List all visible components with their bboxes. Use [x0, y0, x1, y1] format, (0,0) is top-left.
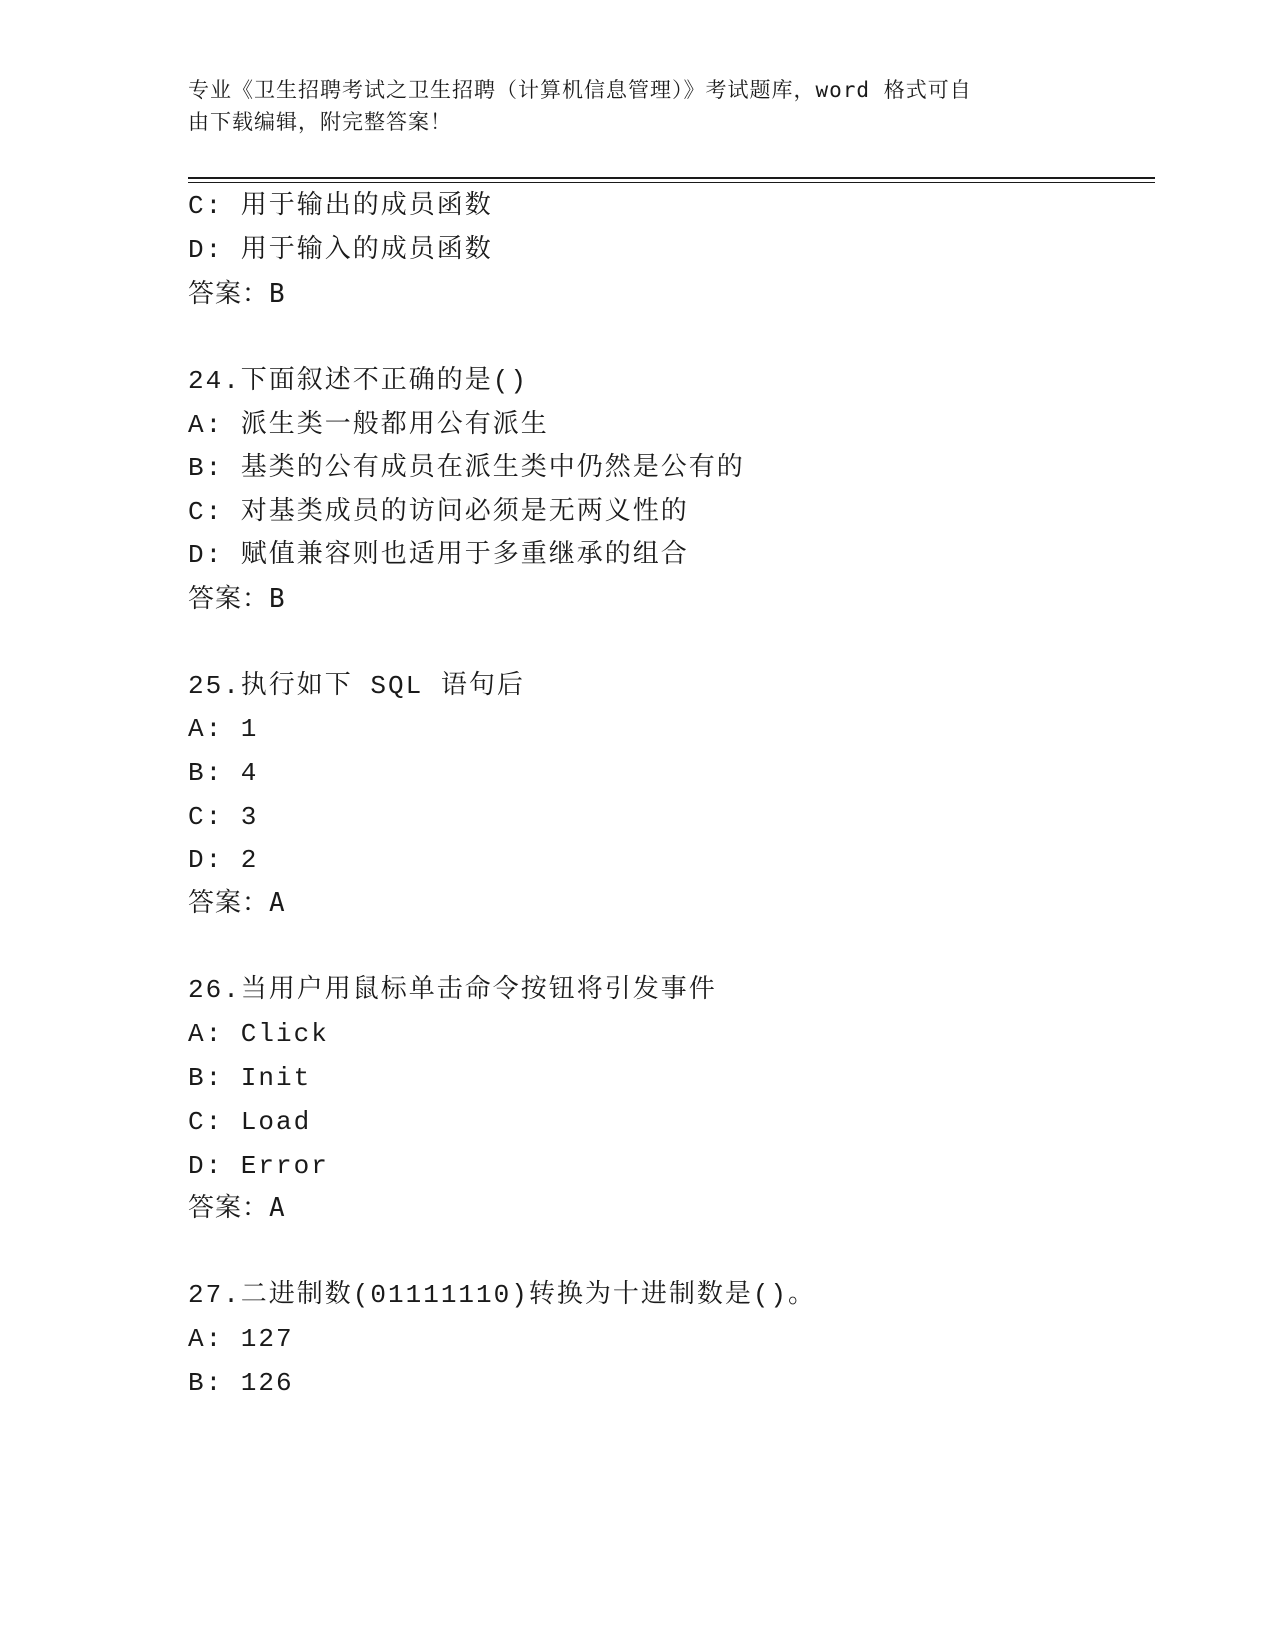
q26-option-d: D: Error — [188, 1151, 329, 1181]
q27-question: 27.二进制数(01111110)转换为十进制数是()。 — [188, 1280, 817, 1310]
q25-option-d: D: 2 — [188, 845, 259, 875]
q25-answer: 答案：A — [188, 888, 286, 918]
q24-question: 24.下面叙述不正确的是() — [188, 366, 529, 396]
q23-answer: 答案：B — [188, 279, 286, 309]
q26-option-b: B: Init — [188, 1063, 312, 1093]
q24-option-a: A: 派生类一般都用公有派生 — [188, 410, 549, 440]
q26-question: 26.当用户用鼠标单击命令按钮将引发事件 — [188, 975, 717, 1005]
q25-option-b: B: 4 — [188, 758, 259, 788]
header-line-2: 由下载编辑，附完整答案！ — [188, 110, 452, 134]
q26-option-a: A: Click — [188, 1019, 329, 1049]
q24-option-d: D: 赋值兼容则也适用于多重继承的组合 — [188, 540, 689, 570]
header-line-1: 专业《卫生招聘考试之卫生招聘（计算机信息管理）》考试题库，word 格式可自 — [188, 78, 972, 102]
header-divider-thick — [188, 177, 1155, 179]
q26-option-c: C: Load — [188, 1107, 312, 1137]
q26-answer: 答案：A — [188, 1193, 286, 1223]
q25-option-c: C: 3 — [188, 802, 259, 832]
document-header — [188, 74, 1088, 138]
q23-option-d: D: 用于输入的成员函数 — [188, 235, 493, 265]
q24-option-b: B: 基类的公有成员在派生类中仍然是公有的 — [188, 453, 745, 483]
header-divider-thin — [188, 182, 1155, 183]
q25-option-a: A: 1 — [188, 714, 259, 744]
q25-question: 25.执行如下 SQL 语句后 — [188, 671, 525, 701]
q24-option-c: C: 对基类成员的访问必须是无两义性的 — [188, 497, 689, 527]
q27-option-b: B: 126 — [188, 1368, 294, 1398]
q23-option-c: C: 用于输出的成员函数 — [188, 191, 493, 221]
q27-option-a: A: 127 — [188, 1324, 294, 1354]
q24-answer: 答案：B — [188, 584, 286, 614]
